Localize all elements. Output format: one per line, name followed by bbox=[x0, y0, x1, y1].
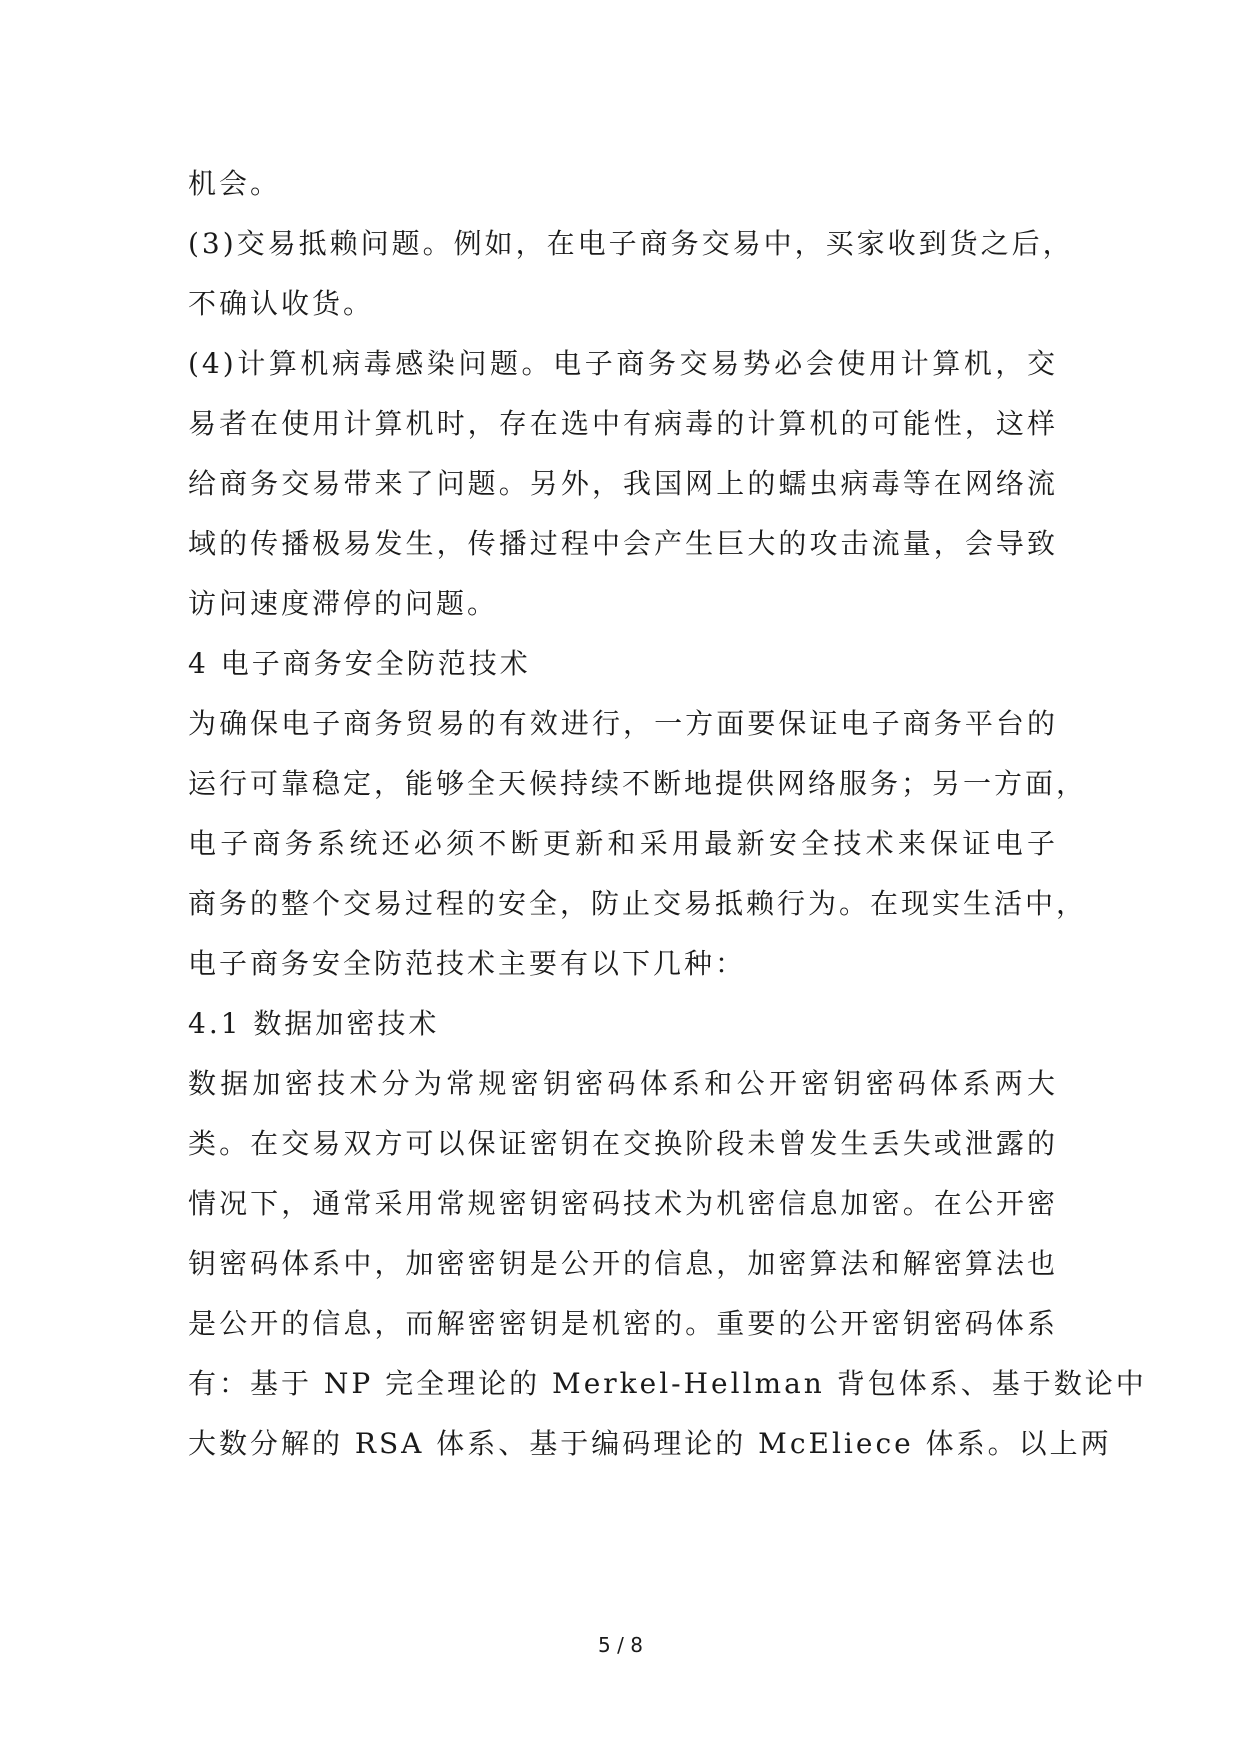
paragraph-line: 大数分解的 RSA 体系、基于编码理论的 McEliece 体系。以上两 bbox=[188, 1427, 1112, 1460]
subsection-heading: 4.1 数据加密技术 bbox=[188, 1007, 440, 1040]
paragraph-line: 易者在使用计算机时，存在选中有病毒的计算机的可能性，这样 bbox=[188, 407, 1058, 440]
paragraph-line: 电子商务安全防范技术主要有以下几种： bbox=[188, 947, 747, 980]
page-number: 5 / 8 bbox=[598, 1633, 643, 1657]
paragraph-line: 是公开的信息，而解密密钥是机密的。重要的公开密钥密码体系 bbox=[188, 1307, 1058, 1340]
paragraph-line: 不确认收货。 bbox=[188, 287, 375, 320]
paragraph-line: 商务的整个交易过程的安全，防止交易抵赖行为。在现实生活中， bbox=[188, 887, 1088, 920]
paragraph-line: 访问速度滞停的问题。 bbox=[188, 587, 499, 620]
paragraph-line: (4)计算机病毒感染问题。电子商务交易势必会使用计算机，交 bbox=[188, 347, 1058, 380]
paragraph-line: 电子商务系统还必须不断更新和采用最新安全技术来保证电子 bbox=[188, 827, 1058, 860]
paragraph-line: 为确保电子商务贸易的有效进行，一方面要保证电子商务平台的 bbox=[188, 707, 1058, 740]
body-text bbox=[188, 154, 1147, 1474]
paragraph-line: 机会。 bbox=[188, 167, 282, 200]
paragraph-line: 数据加密技术分为常规密钥密码体系和公开密钥密码体系两大 bbox=[188, 1067, 1058, 1100]
paragraph-line: 有：基于 NP 完全理论的 Merkel-Hellman 背包体系、基于数论中 bbox=[188, 1367, 1147, 1400]
paragraph-line: 运行可靠稳定，能够全天候持续不断地提供网络服务；另一方面， bbox=[188, 767, 1088, 800]
paragraph-line: 钥密码体系中，加密密钥是公开的信息，加密算法和解密算法也 bbox=[188, 1247, 1058, 1280]
paragraph-line: 给商务交易带来了问题。另外，我国网上的蠕虫病毒等在网络流 bbox=[188, 467, 1058, 500]
paragraph-line: 类。在交易双方可以保证密钥在交换阶段未曾发生丢失或泄露的 bbox=[188, 1127, 1058, 1160]
paragraph-line: (3)交易抵赖问题。例如，在电子商务交易中，买家收到货之后， bbox=[188, 227, 1074, 260]
paragraph-line: 情况下，通常采用常规密钥密码技术为机密信息加密。在公开密 bbox=[188, 1187, 1058, 1220]
section-heading: 4 电子商务安全防范技术 bbox=[188, 647, 531, 680]
paragraph-line: 域的传播极易发生，传播过程中会产生巨大的攻击流量，会导致 bbox=[188, 527, 1058, 560]
